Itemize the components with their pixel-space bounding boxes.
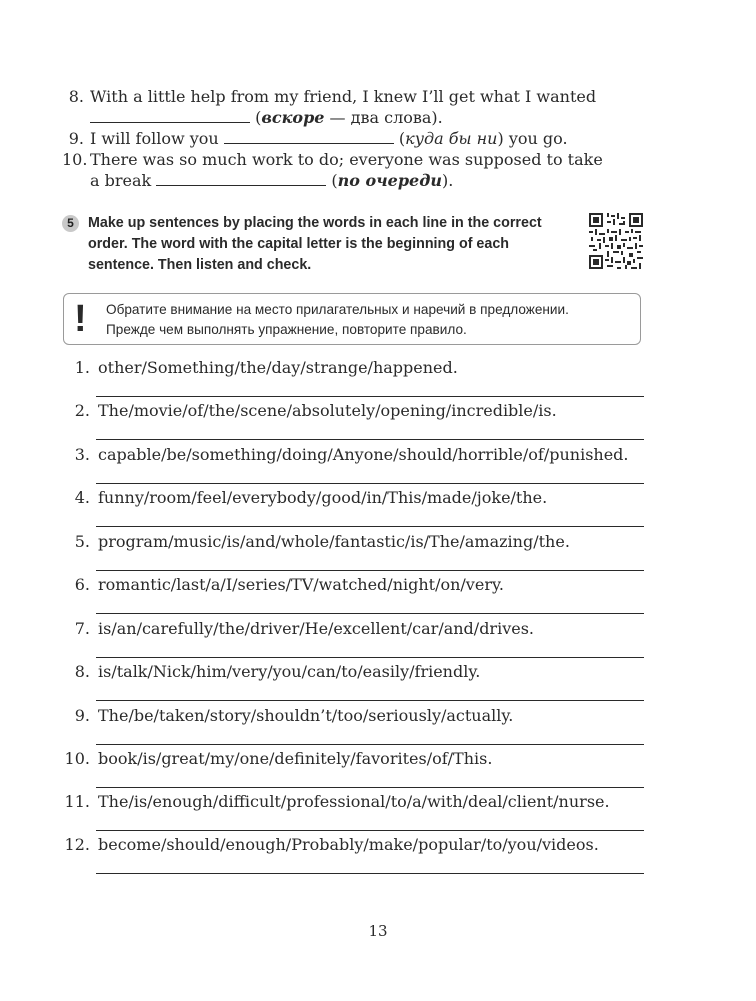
list-item	[62, 792, 644, 835]
item-suffix: ) you go.	[497, 129, 568, 148]
item-text: With a little help from my friend, I knew I’ll get what I wanted	[90, 87, 597, 106]
answer-blank[interactable]	[156, 171, 326, 186]
answer-line[interactable]	[96, 483, 644, 484]
list-item-continuation: (вскоре — два слова).	[62, 107, 662, 128]
note-line: Прежде чем выполнять упражнение, повторите правило.	[106, 322, 467, 337]
item-words: capable/be/something/doing/Anyone/should/horrible/of/punished.	[98, 445, 629, 464]
list-item	[62, 149, 662, 170]
item-number: 3.	[74, 445, 90, 464]
item-number: 4.	[74, 488, 90, 507]
previous-exercise	[62, 86, 662, 191]
answer-line[interactable]	[96, 396, 644, 397]
answer-line[interactable]	[96, 787, 644, 788]
item-words: The/is/enough/difficult/professional/to/a/with/deal/client/nurse.	[98, 792, 610, 811]
translation-hint: по очереди	[337, 171, 442, 190]
answer-line[interactable]	[96, 830, 644, 831]
item-text: I will follow you	[90, 129, 219, 148]
answer-line[interactable]	[96, 613, 644, 614]
answer-line[interactable]	[96, 873, 644, 874]
list-item	[62, 488, 644, 531]
list-item	[62, 401, 644, 444]
answer-line[interactable]	[96, 570, 644, 571]
list-item	[62, 86, 662, 107]
item-suffix: ).	[441, 171, 454, 190]
answer-line[interactable]	[96, 700, 644, 701]
list-item	[62, 575, 644, 618]
exclamation-icon: !	[74, 298, 87, 340]
answer-blank[interactable]	[224, 129, 394, 144]
note-text	[106, 300, 569, 340]
item-words: book/is/great/my/one/definitely/favorites/of/This.	[98, 749, 493, 768]
item-text: There was so much work to do; everyone was supposed to take	[90, 150, 603, 169]
item-words: The/movie/of/the/scene/absolutely/opening/incredible/is.	[98, 401, 557, 420]
item-number: 12.	[64, 835, 90, 854]
exercise-number-badge: 5	[62, 215, 79, 232]
list-item	[62, 619, 644, 662]
item-number: 2.	[74, 401, 90, 420]
list-item	[62, 749, 644, 792]
exercise-header	[62, 213, 562, 276]
list-item	[62, 358, 644, 401]
note-box	[63, 293, 641, 345]
answer-line[interactable]	[96, 526, 644, 527]
answer-blank[interactable]	[90, 108, 250, 123]
item-words: romantic/last/a/I/series/TV/watched/night/on/very.	[98, 575, 504, 594]
list-item	[62, 662, 644, 705]
item-number: 9.	[68, 129, 84, 148]
list-item-continuation: a break (по очереди).	[90, 171, 454, 190]
item-words: funny/room/feel/everybody/good/in/This/made/joke/the.	[98, 488, 548, 507]
answer-line[interactable]	[96, 657, 644, 658]
answer-line[interactable]	[96, 744, 644, 745]
item-number: 6.	[74, 575, 90, 594]
item-number: 1.	[74, 358, 90, 377]
list-item	[62, 445, 644, 488]
item-number: 5.	[74, 532, 90, 551]
item-words: other/Something/the/day/strange/happened.	[98, 358, 458, 377]
item-number: 7.	[74, 619, 90, 638]
item-number: 8.	[74, 662, 90, 681]
item-number: 10.	[64, 749, 90, 768]
list-item	[62, 706, 644, 749]
page-number: 13	[368, 922, 388, 940]
item-words: is/an/carefully/the/driver/He/excellent/car/and/drives.	[98, 619, 534, 638]
item-words: The/be/taken/story/shouldn’t/too/seriously/actually.	[98, 706, 514, 725]
list-item	[62, 532, 644, 575]
answer-line[interactable]	[96, 439, 644, 440]
item-suffix: — два слова).	[324, 108, 443, 127]
item-number: 8.	[68, 87, 84, 106]
item-number: 11.	[64, 792, 90, 811]
list-item: 9. I will follow you (куда бы ни) you go.	[62, 128, 662, 149]
translation-hint: куда бы ни	[405, 129, 498, 148]
qr-code-icon[interactable]	[589, 213, 643, 269]
item-words: program/music/is/and/whole/fantastic/is/The/amazing/the.	[98, 532, 570, 551]
item-number: 10.	[62, 150, 88, 169]
item-text: a break	[90, 171, 152, 190]
list-item	[62, 835, 644, 878]
item-words: is/talk/Nick/him/very/you/can/to/easily/friendly.	[98, 662, 481, 681]
translation-hint: вскоре	[261, 108, 325, 127]
note-line: Обратите внимание на место прилагательных и наречий в предложении.	[106, 302, 569, 317]
exercise-instruction: Make up sentences by placing the words in each line in the correct order. The word with the capital letter is the beginning of each sentence. Then listen and check.	[88, 215, 542, 273]
item-words: become/should/enough/Probably/make/popular/to/you/videos.	[98, 835, 599, 854]
item-number: 9.	[74, 706, 90, 725]
